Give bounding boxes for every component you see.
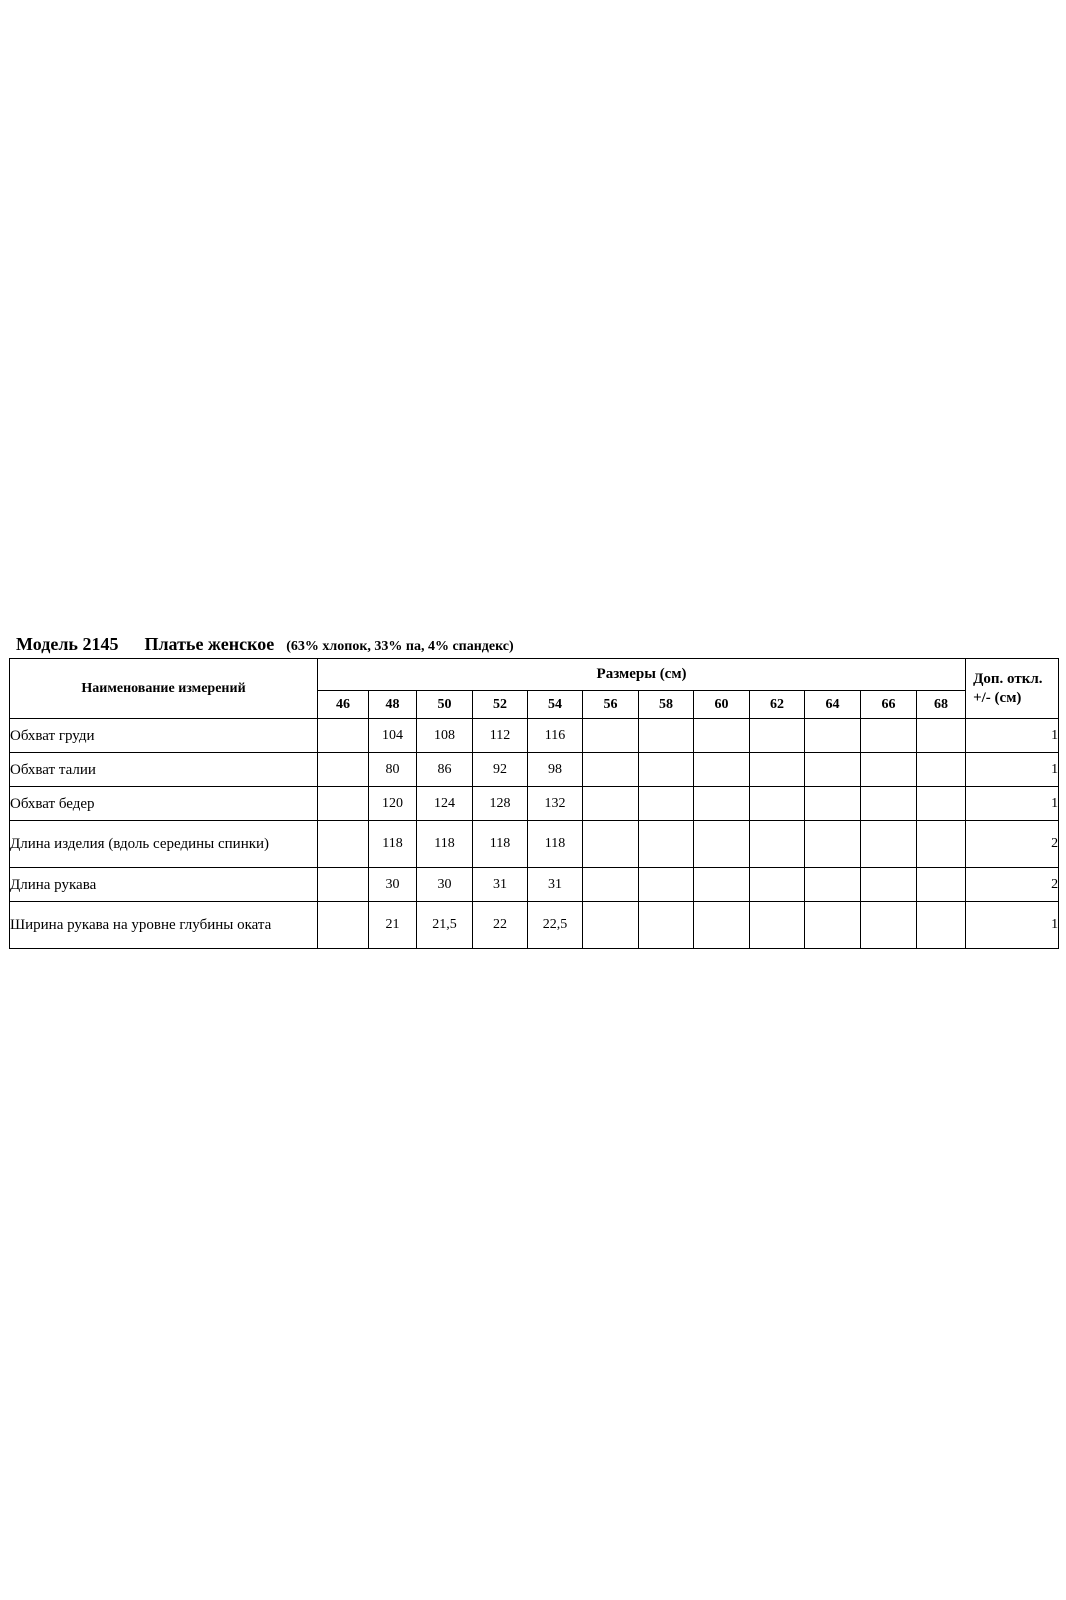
size-value-68 <box>917 787 966 821</box>
measurement-name: Обхват груди <box>10 719 318 753</box>
header-measurement-name: Наименование измерений <box>10 659 318 719</box>
size-value-52: 112 <box>473 719 528 753</box>
size-value-50: 108 <box>417 719 473 753</box>
table-row <box>10 902 1059 949</box>
size-value-58 <box>639 787 694 821</box>
size-value-46 <box>318 787 369 821</box>
size-value-68 <box>917 753 966 787</box>
size-value-68 <box>917 902 966 949</box>
size-header-64: 64 <box>805 691 861 719</box>
size-value-46 <box>318 821 369 868</box>
size-value-62 <box>750 902 805 949</box>
tolerance-value: 1 <box>966 787 1059 821</box>
size-value-52: 92 <box>473 753 528 787</box>
size-header-66: 66 <box>861 691 917 719</box>
size-value-50: 86 <box>417 753 473 787</box>
measurement-name: Обхват талии <box>10 753 318 787</box>
size-value-64 <box>805 719 861 753</box>
size-value-50: 21,5 <box>417 902 473 949</box>
size-value-56 <box>583 787 639 821</box>
size-value-46 <box>318 719 369 753</box>
tolerance-value: 1 <box>966 902 1059 949</box>
size-value-58 <box>639 868 694 902</box>
size-header-52: 52 <box>473 691 528 719</box>
size-value-52: 31 <box>473 868 528 902</box>
size-header-58: 58 <box>639 691 694 719</box>
size-value-66 <box>861 902 917 949</box>
size-value-54: 118 <box>528 821 583 868</box>
size-value-60 <box>694 902 750 949</box>
size-value-66 <box>861 719 917 753</box>
size-header-54: 54 <box>528 691 583 719</box>
size-value-54: 132 <box>528 787 583 821</box>
size-value-46 <box>318 902 369 949</box>
size-header-60: 60 <box>694 691 750 719</box>
size-value-60 <box>694 868 750 902</box>
size-value-66 <box>861 821 917 868</box>
size-value-58 <box>639 821 694 868</box>
size-value-66 <box>861 787 917 821</box>
size-value-68 <box>917 868 966 902</box>
tolerance-value: 2 <box>966 821 1059 868</box>
size-value-48: 104 <box>369 719 417 753</box>
size-value-50: 30 <box>417 868 473 902</box>
measurement-rows <box>10 719 1059 949</box>
size-value-58 <box>639 719 694 753</box>
table-row <box>10 753 1059 787</box>
size-value-64 <box>805 902 861 949</box>
size-value-48: 120 <box>369 787 417 821</box>
header-tolerance: Доп. откл. +/- (см) <box>966 659 1059 719</box>
size-header-56: 56 <box>583 691 639 719</box>
size-value-62 <box>750 719 805 753</box>
size-value-58 <box>639 902 694 949</box>
size-header-46: 46 <box>318 691 369 719</box>
size-value-62 <box>750 868 805 902</box>
size-value-56 <box>583 821 639 868</box>
table-row <box>10 821 1059 868</box>
measurement-name: Ширина рукава на уровне глубины оката <box>10 902 318 949</box>
size-value-48: 21 <box>369 902 417 949</box>
size-header-50: 50 <box>417 691 473 719</box>
size-value-60 <box>694 719 750 753</box>
size-value-50: 118 <box>417 821 473 868</box>
measurement-name: Обхват бедер <box>10 787 318 821</box>
table-row <box>10 868 1059 902</box>
size-value-46 <box>318 868 369 902</box>
size-header-48: 48 <box>369 691 417 719</box>
size-value-60 <box>694 821 750 868</box>
size-header-68: 68 <box>917 691 966 719</box>
product-name: Платье женское <box>144 634 275 654</box>
size-value-56 <box>583 719 639 753</box>
size-value-66 <box>861 868 917 902</box>
header-sizes: Размеры (см) <box>318 659 966 691</box>
size-value-68 <box>917 821 966 868</box>
table-row <box>10 787 1059 821</box>
size-value-64 <box>805 821 861 868</box>
measurement-name: Длина изделия (вдоль середины спинки) <box>10 821 318 868</box>
tolerance-value: 1 <box>966 753 1059 787</box>
size-value-62 <box>750 821 805 868</box>
size-value-52: 118 <box>473 821 528 868</box>
fabric-composition: (63% хлопок, 33% па, 4% спандекс) <box>286 639 514 654</box>
size-value-58 <box>639 753 694 787</box>
size-value-46 <box>318 753 369 787</box>
tolerance-value: 2 <box>966 868 1059 902</box>
size-value-52: 22 <box>473 902 528 949</box>
size-value-66 <box>861 753 917 787</box>
size-value-54: 98 <box>528 753 583 787</box>
size-value-54: 31 <box>528 868 583 902</box>
size-value-48: 30 <box>369 868 417 902</box>
size-value-60 <box>694 787 750 821</box>
size-value-54: 22,5 <box>528 902 583 949</box>
model-number: Модель 2145 <box>16 634 119 654</box>
size-value-56 <box>583 868 639 902</box>
size-chart-table <box>9 658 1059 949</box>
size-value-50: 124 <box>417 787 473 821</box>
size-value-48: 80 <box>369 753 417 787</box>
size-value-64 <box>805 753 861 787</box>
table-row <box>10 719 1059 753</box>
document-title <box>16 634 514 655</box>
tolerance-value: 1 <box>966 719 1059 753</box>
size-value-64 <box>805 868 861 902</box>
measurement-name: Длина рукава <box>10 868 318 902</box>
size-value-64 <box>805 787 861 821</box>
size-value-60 <box>694 753 750 787</box>
size-value-48: 118 <box>369 821 417 868</box>
size-value-56 <box>583 902 639 949</box>
size-value-54: 116 <box>528 719 583 753</box>
size-value-56 <box>583 753 639 787</box>
size-value-62 <box>750 787 805 821</box>
size-header-62: 62 <box>750 691 805 719</box>
size-value-62 <box>750 753 805 787</box>
size-value-68 <box>917 719 966 753</box>
size-value-52: 128 <box>473 787 528 821</box>
